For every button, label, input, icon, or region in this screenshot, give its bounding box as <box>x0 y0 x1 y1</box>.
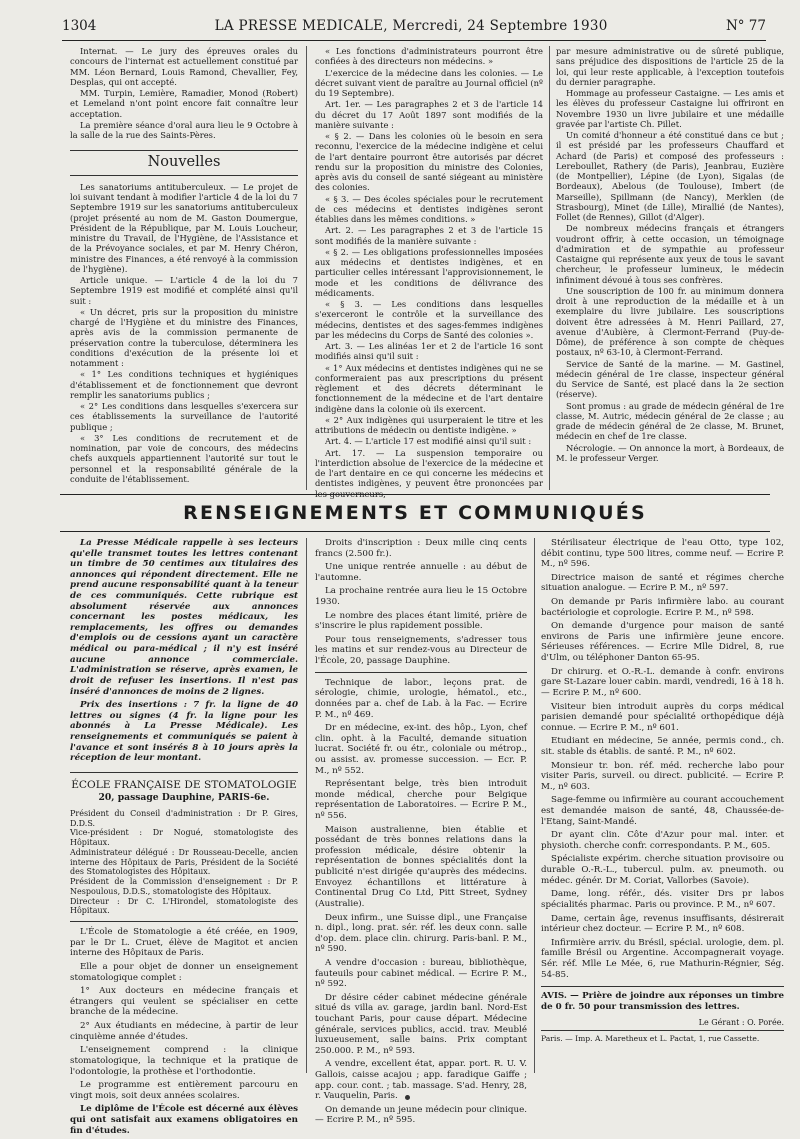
paragraph: L'exercice de la médecine dans les colonies. — Le décret suivant vient de paraître au Journal officiel (nº du 19 Septembre). <box>315 67 543 98</box>
paragraph: Les sanatoriums antituberculeux. — Le projet de loi suivant tendant à modifier l'article 4 de la loi du 7 Septembre 1919 sur les sanatoriums antituberculeux (projet présenté au nom de M. Gaston Doumergue, Président de la République, par M. Louis Loucheur, ministre du Travail, de l'Hygiène, de l'Assistance et de la Prévoyance sociales, et par M. Henry Chéron, ministre des Finances, a été renvoyé à la commission de l'hygiène). <box>70 181 298 274</box>
classified-ad: A vendre d'occasion : bureau, bibliothèque, fauteuils pour cabinet médical. — Ecrire P. M., nº 592. <box>315 957 527 990</box>
paragraph: Art. 2. — Les paragraphes 2 et 3 de l'article 15 sont modifiés de la manière suivante : <box>315 225 543 246</box>
paragraph: MM. Turpin, Lemière, Ramadier, Monod (Robert) et Lemeland n'ont point encore fait connaître leur acceptation. <box>70 88 298 119</box>
running-header <box>62 18 766 41</box>
paragraph: 2° Aux étudiants en médecine, à partir de leur cinquième année d'études. <box>70 1021 298 1042</box>
classified-ad: On demande pr Paris infirmière labo. au courant bactériologie et coprologie. Ecrire P. M., nº 598. <box>541 597 784 618</box>
column-divider <box>534 538 535 1073</box>
paragraph: « 1° Aux médecins et dentistes indigènes qui ne se conformeraient pas aux prescriptions du présent règlement et des décrets déterminant le fonctionnement de la médecine et de l'art dentaire indigène dans la colonie où ils exercent. <box>315 362 543 414</box>
paragraph: « § 2. — Les obligations professionnelles imposées aux médecins et dentistes indigènes, et en particulier celles intéressant l'approvisionnement, le mode et les conditions de délivrance des médicaments. <box>315 246 543 298</box>
classified-ad: Deux infirm., une Suisse dipl., une Française n. dipl., long. prat. sér. réf. les deux conn. salle d'op. dem. place clin. chirurg. Paris-banl. P. M., nº 590. <box>315 912 527 955</box>
paragraph: Art. 1er. — Les paragraphes 2 et 3 de l'article 14 du décret du 17 Août 1897 sont modifiés de la manière suivante : <box>315 99 543 130</box>
paragraph: Internat. — Le jury des épreuves orales du concours de l'internat est actuellement constitué par MM. Léon Bernard, Louis Ramond, Chevallier, Fey, Desplas, qui ont accepté. <box>70 46 298 87</box>
issue-number: N° 77 <box>725 18 766 34</box>
classified-ad: Monsieur tr. bon. réf. méd. recherche labo pour visiter Paris, surveil. ou direct. publicité. — Ecrire P. M., nº 603. <box>541 760 784 792</box>
paragraph: « § 3. — Des écoles spéciales pour le recrutement de ces médecins et dentistes indigènes seront établies dans les mêmes conditions. » <box>315 193 543 224</box>
paragraph: « § 3. — Les conditions dans lesquelles s'exerceront le contrôle et la surveillance des médecins, dentistes et des sages-femmes indigènes par les médecins du Corps de Santé des colonies ». <box>315 299 543 340</box>
classified-ad: Représentant belge, très bien introduit monde médical, cherche pour Belgique représentation de Laboratoires. — Ecrire P. M., nº 556. <box>315 779 527 822</box>
top-column-2 <box>315 46 543 500</box>
paragraph: « Un décret, pris sur la proposition du ministre chargé de l'Hygiène et du ministre des Finances, après avis de la commission permanente de préservation contre la tuberculose, déterminera les conditions d'exécution de la présente loi et notamment : <box>70 306 298 369</box>
paragraph: « § 2. — Dans les colonies où le besoin en sera reconnu, l'exercice de la médecine indigène et celui de l'art dentaire pourront être autorisés par décret rendu sur la proposition du ministre des Colonies, après avis du conseil de santé siégeant au ministère des colonies. <box>315 131 543 193</box>
classified-ad: Infirmière arriv. du Brésil, spécial. urologie, dem. pl. famille Brésil ou Argentine. Accompagnerait voyage. Sér. réf. Mlle Le Mée, 6, rue Mathurin-Régnier, Ség. 54-85. <box>541 937 784 980</box>
staff-entry: Vice-président : Dr Nogué, stomatologiste des Hôpitaux. <box>70 828 298 848</box>
school-staff-list <box>70 809 298 916</box>
classified-ad: Dame, long. référ., dés. visiter Drs pr labos spécialités pharmac. Paris ou province. P. M., nº 607. <box>541 889 784 910</box>
notice-paragraph: La Presse Médicale rappelle à ses lecteurs qu'elle transmet toutes les lettres contenant un timbre de 50 centimes aux titulaires des annonces qui répondent directement. Elle ne prend aucune responsabilité quant à la teneur de ces communiqués. Cette rubrique est absolument réservée aux annonces concernant les postes médicaux, les remplacements, les offres ou demandes d'emplois ou de cessions ayant un caractère médical ou para-médical ; il n'y est inséré aucune annonce commerciale. L'administration se réserve, après examen, le droit de refuser les insertions. Il n'est pas inséré d'annonces de moins de 2 lignes. <box>70 538 298 697</box>
classified-ad: Directrice maison de santé et régimes cherche situation analogue. — Ecrire P. M., nº 597. <box>541 572 784 594</box>
paragraph: Un comité d'honneur a été constitué dans ce but ; il est présidé par les professeurs Chauffard et Achard (de Paris) et composé des professeurs : Lereboullet, Rathery (de Paris), Jeanbrau, Euzière (de Montpellier), Lépine (de Lyon), Sigalas (de Bordeaux), Abelous (de Toulouse), Imbert (de Marseille), Spillmann (de Nancy), Merklen (de Strasbourg), Minet (de Lille), Mirallié (de Nantes), Follet (de Rennes), Gillot (d'Alger). <box>556 130 784 222</box>
paragraph: Pour tous renseignements, s'adresser tous les matins et sur rendez-vous au Directeur de l'École, 20, passage Dauphine. <box>315 634 527 667</box>
divider <box>70 921 298 922</box>
ornament-dot <box>405 1095 410 1100</box>
paragraph: Sont promus : au grade de médecin général de 1re classe, M. Autric, médecin général de 2e classe ; au grade de médecin général de 2e classe, M. Brunet, médecin en chef de 1re classe. <box>556 400 784 442</box>
staff-entry: Président de la Commission d'enseignement : Dr P. Nespoulous, D.D.S., stomatologiste des Hôpitaux. <box>70 877 298 896</box>
printer-imprint: Paris. — Imp. A. Maretheux et L. Pactat, 1, rue Cassette. <box>541 1030 784 1043</box>
classifieds-column-2 <box>315 538 527 1129</box>
section-banner: RENSEIGNEMENTS ET COMMUNIQUÉS <box>183 502 647 524</box>
paragraph: Une souscription de 100 fr. au minimum donnera droit à une reproduction de la médaille et à un exemplaire du livre jubilaire. Les souscriptions doivent être adressées à M. Henri Paillard, 27, avenue d'Aubière, à Clermont-Ferrand (Puy-de-Dôme), de préférence à son compte de chèques postaux, nº 63-10, à Clermont-Ferrand. <box>556 285 784 358</box>
school-address: 20, passage Dauphine, PARIS-6e. <box>98 791 270 803</box>
paragraph: « Les fonctions d'administrateurs pourront être confiées à des directeurs non médecins. » <box>315 46 543 67</box>
paragraph: par mesure administrative ou de sûreté publique, sans préjudice des dispositions de l'article 25 de la loi, qui leur reste applicable, à l'exception toutefois du dernier paragraphe. <box>556 46 784 87</box>
paragraph: Art. 4. — L'article 17 est modifié ainsi qu'il suit : <box>325 436 532 447</box>
classified-ad: Sage-femme ou infirmière au courant accouchement est demandée maison de santé, 48, Chaussée-de-l'Etang, Saint-Mandé. <box>541 795 784 827</box>
paragraph: De nombreux médecins français et étrangers voudront offrir, à cette occasion, un témoignage d'admiration et de sympathie au professeur Castaigne qui représente aux yeux de tous le savant chercheur, le professeur lumineux, le médecin infiniment dévoué à tous ses confrères. <box>556 223 784 285</box>
paragraph: L'École de Stomatologie a été créée, en 1909, par le Dr L. Cruet, élève de Magitot et ancien interne des Hôpitaux de Paris. <box>70 927 298 959</box>
column-divider <box>549 46 550 490</box>
paragraph: Art. 17. — La suspension temporaire ou l'interdiction absolue de l'exercice de la médecine et de l'art dentaire en ce qui concerne les médecins et dentistes indigènes, y peuvent être prononcées par les gouverneurs, <box>315 447 543 499</box>
classified-ad: Spécialiste expérim. cherche situation provisoire ou durable O.-R.-L., tubercul. pulm. av. pneumoth. ou médec. génér. Dr M. Coriat, Vallorbes (Savoie). <box>541 854 784 886</box>
paragraph: Le programme est entièrement parcouru en vingt mois, soit deux années scolaires. <box>70 1080 298 1101</box>
classified-ad: Dame, certain âge, revenus insuffisants, désirerait intérieur chez docteur. — Ecrire P. M., nº 608. <box>541 913 784 935</box>
paragraph: La première séance d'oral aura lieu le 9 Octobre à la salle de la rue des Saints-Pères. <box>70 119 298 140</box>
classified-ad: Dr ayant clin. Côte d'Azur pour mal. inter. et physioth. cherche confr. correspondants. P. M., 605. <box>541 830 784 851</box>
classified-ad: On demande d'urgence pour maison de santé environs de Paris une infirmière jeune encore. Sérieuses références. — Ecrire Mlle Didrel, 8, rue d'Ulm, ou téléphoner Danton 65-95. <box>541 621 784 664</box>
paragraph: L'enseignement comprend : la clinique stomatologique, la technique et la pratique de l'odontologie, la prothèse et l'orthodontie. <box>70 1045 298 1077</box>
classified-ad: Dr chirurg. et O.-R.-L. demande à confr. environs gare St-Lazare louer cabin. mardi, vendredi, 16 à 18 h. — Ecrire P. M., nº 600. <box>541 666 784 698</box>
classified-ad: Technique de labor., leçons prat. de sérologie, chimie, urologie, hématol., etc., données par a. chef de Lab. à la Fac. — Ecrire P. M., nº 469. <box>315 677 527 720</box>
staff-entry: Administrateur délégué : Dr Rousseau-Decelle, ancien interne des Hôpitaux de Paris, Président de la Société des Stomatologistes des Hôpitaux. <box>70 847 298 877</box>
staff-entry: Président du Conseil d'administration : Dr P. Gires, D.D.S. <box>70 808 298 828</box>
paragraph: « 2° Aux indigènes qui usurperaient le titre et les attributions de médecin ou dentiste indigène. » <box>315 414 543 435</box>
section-rule <box>60 531 770 532</box>
paragraph: 1° Aux docteurs en médecine français et étrangers qui veulent se spécialiser en cette branche de la médecine. <box>70 986 298 1018</box>
paragraph: Hommage au professeur Castaigne. — Les amis et les élèves du professeur Castaigne lui offriront en Novembre 1930 un livre jubilaire et une médaille gravée par l'artiste Ch. Pillet. <box>556 88 784 129</box>
classified-ad: Etudiant en médecine, 5e année, permis cond., ch. sit. stable ds établis. de santé. P. M., nº 602. <box>541 736 784 757</box>
paragraph: Elle a pour objet de donner un enseignement stomatologique complet : <box>70 962 298 983</box>
column-divider <box>306 46 307 490</box>
school-title: ÉCOLE FRANÇAISE DE STOMATOLOGIE <box>70 772 298 792</box>
section-rule <box>60 494 770 495</box>
classified-ad: Dr désire céder cabinet médecine générale situé ds villa av. garage, jardin banl. Nord-Est touchant Paris, pour cause départ. Médecine générale, services publics, accid. trav. Meublé luxueusement, salle bains. Prix comptant 250.000. P. M., nº 593. <box>315 992 527 1056</box>
gerant-signature: Le Gérant : O. Porée. <box>698 1018 784 1028</box>
paragraph: Art. 3. — Les alinéas 1er et 2 de l'article 16 sont modifiés ainsi qu'il suit : <box>315 341 543 362</box>
classified-ad: Maison australienne, bien établie et possédant de très bonnes relations dans la profession médicale, désire obtenir la représentation de bonnes spécialités dont la publicité n'est dirigée qu'auprès des médecins. Envoyez échantillons et littérature à Continental Drug Co Ltd, Pitt Street, Sydney (Australie). <box>315 824 527 909</box>
classified-ad: Visiteur bien introduit auprès du corps médical parisien demandé pour spécialité orthopédique déjà connue. — Ecrire P. M., nº 601. <box>541 701 784 733</box>
notice-paragraph: Prix des insertions : 7 fr. la ligne de 40 lettres ou signes (4 fr. la ligne pour les abonnés à La Presse Médicale). Les renseignements et communiqués se paient à l'avance et sont insérés 8 à 10 jours après la réception de leur montant. <box>70 700 298 764</box>
paragraph: Le nombre des places étant limité, prière de s'inscrire le plus rapidement possible. <box>315 610 527 632</box>
paragraph: Le diplôme de l'École est décerné aux élèves qui ont satisfait aux examens obligatoires en fin d'études. <box>70 1104 298 1136</box>
section-title-nouvelles: Nouvelles <box>70 150 298 176</box>
paragraph: Droits d'inscription : Deux mille cinq cents francs (2.500 fr.). <box>315 538 527 559</box>
classified-ad: A vendre, excellent état, appar. port. R. U. V. Gallois, caisse acajou ; app. faradique Gaiffe ; app. cour. cont. ; tab. massage. S'ad. Henry, 28, r. Vauquelin, Paris. <box>315 1059 527 1102</box>
avis-notice: AVIS. — Prière de joindre aux réponses un timbre de 0 fr. 50 pour transmission des lettres. <box>541 986 784 1012</box>
paragraph: La prochaine rentrée aura lieu le 15 Octobre 1930. <box>315 586 527 608</box>
classifieds-column-1 <box>70 538 298 1139</box>
divider <box>315 672 527 673</box>
classified-ad: On demande un jeune médecin pour clinique. — Ecrire P. M., nº 595. <box>315 1104 527 1126</box>
journal-title: LA PRESSE MEDICALE, Mercredi, 24 Septembre 1930 <box>214 18 608 34</box>
column-divider <box>306 538 307 1073</box>
paragraph: Nécrologie. — On annonce la mort, à Bordeaux, de M. le professeur Verger. <box>556 442 784 463</box>
classified-ad: Dr en médecine, ex-int. des hôp., Lyon, chef clin. opht. à la Faculté, demande situation lucrat. Société fr. ou étr., coloniale ou métrop., ou assist. av. promesse succession. — Ecr. P. M., nº 552. <box>315 723 527 776</box>
classified-ad: Stérilisateur électrique de l'eau Otto, type 102, débit continu, type 500 litres, comme neuf. — Ecrire P. M., nº 596. <box>541 538 784 570</box>
paragraph: Une unique rentrée annuelle : au début de l'automne. <box>315 562 527 583</box>
staff-entry: Directeur : Dr C. L'Hirondel, stomatologiste des Hôpitaux. <box>70 896 298 916</box>
paragraph: « 3° Les conditions de recrutement et de nomination, par voie de concours, des médecins chefs auxquels appartiennent l'autorité sur tout le personnel et la responsabilité générale de la conduite de l'établissement. <box>70 432 298 484</box>
top-column-3 <box>556 46 784 464</box>
top-column-1 <box>70 46 298 485</box>
paragraph: Service de Santé de la marine. — M. Gastinel, médecin général de 1re classe, inspecteur général du Service de Santé, est placé dans la 2e section (réserve). <box>556 358 784 400</box>
classifieds-column-3 <box>541 538 784 1043</box>
paragraph: « 1° Les conditions techniques et hygiéniques d'établissement et de fonctionnement que devront remplir les sanatoriums publics ; <box>70 369 298 400</box>
paragraph: Article unique. — L'article 4 de la loi du 7 Septembre 1919 est modifié et complété ainsi qu'il suit : <box>70 275 298 306</box>
paragraph: « 2° Les conditions dans lesquelles s'exercera sur ces établissements la surveillance de l'autorité publique ; <box>70 401 298 432</box>
page-number: 1304 <box>62 18 97 34</box>
